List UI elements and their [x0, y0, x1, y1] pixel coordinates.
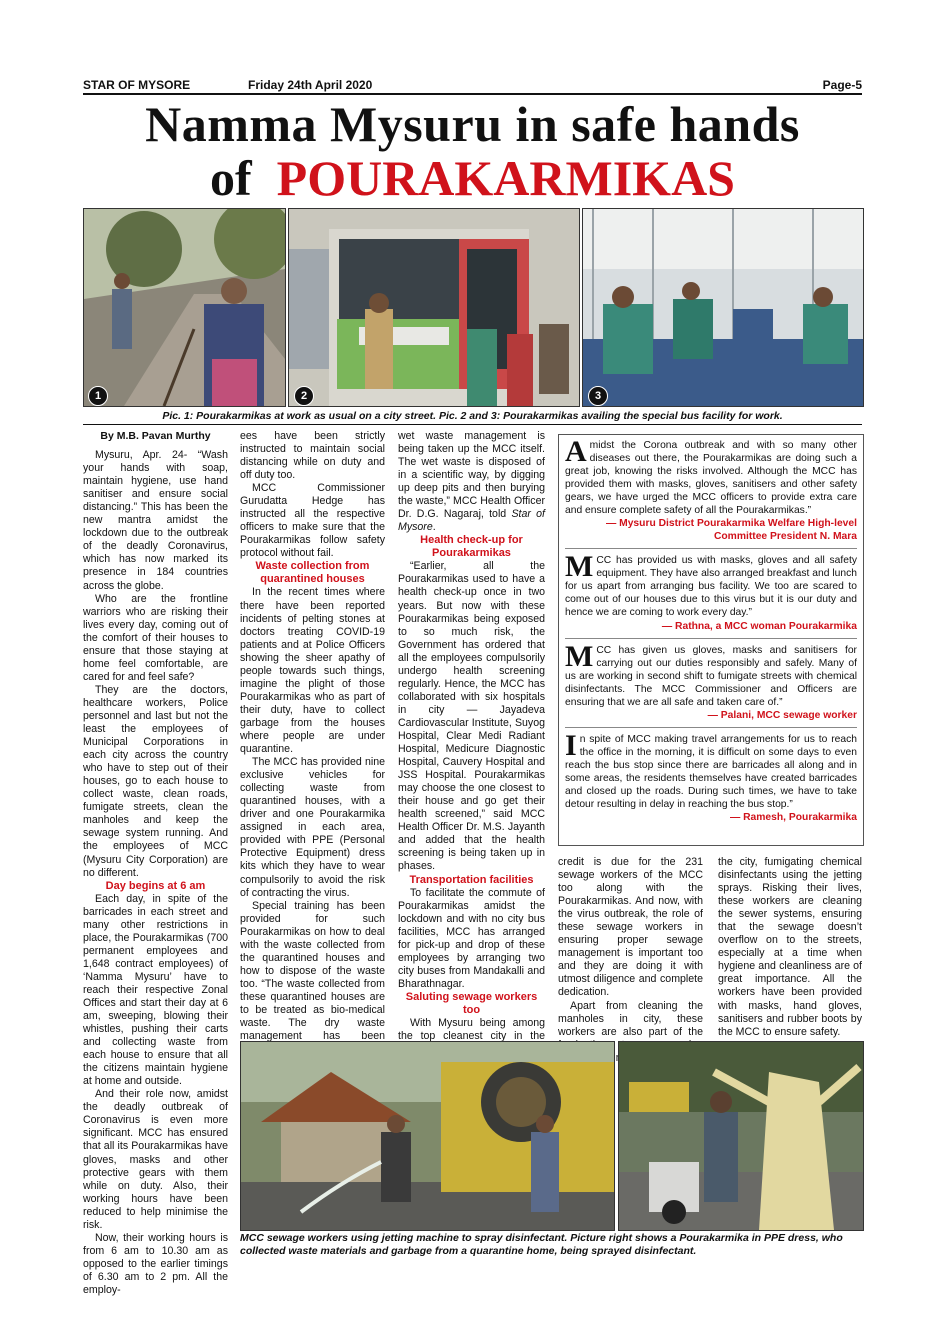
quote-attribution: — Ramesh, Pourakarmika: [729, 812, 857, 824]
paragraph-text: wet waste management is being taken up the MCC itself. The wet waste is disposed of in a scientific way, by digging up deep pits and then burying the waste,” MCC Health Officer Dr. D.G. Nagaraj, told: [398, 430, 545, 521]
headline-prefix: of: [210, 150, 252, 206]
paragraph: Who are the frontline warriors who are risking their lives every day, coming out of the comfort of their houses to ensure that those staying at home feel comfortable, are cared for and feel safe?: [83, 592, 228, 683]
photo-number-badge: 3: [588, 386, 608, 406]
drop-cap: I: [565, 728, 577, 762]
photo-bus-interior: [582, 208, 864, 407]
quote-attribution: — Palani, MCC sewage worker: [707, 709, 857, 721]
paragraph: “Earlier, all the Pourakarmikas used to have a health check-up once in two years. But now with these Pourakarmikas being exposed to so much risk, the Government has ordered that all the employees compulsorily undergo health screening regularly. Hence, the MCC has collaborated with six hospitals in city — Jayadeva Cardiovascular Institute, Suyog Hospital, Clear Medi Radiant Hospital, Medicure Diagnostic Hospital, Cauvery Hospital and JSS Hospital. Pourakarmikas may choose the one closest to their house and go get their health screened,” said MCC Health Officer Dr. M.S. Jayanth and added that the health screening is being taken up in phases.: [398, 560, 545, 873]
article-column-2: [240, 430, 385, 1082]
quote-block: [565, 728, 857, 824]
publication-name: STAR OF MYSORE: [83, 78, 191, 92]
subheading-transportation: Transportation facilities: [409, 873, 534, 886]
quote-divider: [565, 638, 857, 639]
paragraph: Apart from cleaning the manholes in city, these workers are also part of the in: [558, 999, 703, 1064]
bottom-photos-caption: MCC sewage workers using jetting machine to spray disinfectant. Picture right shows a Pourakarmika in PPE dress, who collected waste materials and garbage from a quarantine home, being sprayed disinfectant.: [240, 1232, 843, 1257]
quote-divider: [565, 727, 857, 728]
paragraph: In the recent times where there have been reported incidents of pelting stones at doctors treating COVID-19 patients and at Police Officers showing the sheer apathy of people towards such things, imagine the plight of those Pourakarmikas who as part of their duty, have to collect garbage from the houses where people are under quarantine.: [240, 586, 385, 756]
headline-line-1: Namma Mysuru in safe hands: [145, 96, 800, 152]
paragraph: And their role now, amidst the deadly outbreak of Coronavirus is even more significant. MCC has ensured that all its Pourakarmikas have gloves, masks and other protective gears with them while on duty. Also, their working hours have been reduced to help minimise the risk.: [83, 1088, 228, 1231]
quote-attribution: — Rathna, a MCC woman Pourakarmika: [661, 620, 857, 632]
publication-mention: Star of Mysore: [398, 508, 545, 534]
photo-street-sweeping: [83, 208, 286, 407]
paragraph: Mysuru, Apr. 24- “Wash your hands with soap, maintain hygiene, use hand sanitiser and ensure social distancing.” This has been the new mantra amidst the lockdown due to the outbreak of the deadly Coronavirus, which has now marked its presence in 184 countries across the globe.: [83, 449, 228, 592]
article-column-4: [558, 856, 703, 1065]
paragraph: Special training has been provided for such Pourakarmikas on how to deal with the waste collected from the quarantined houses and how to dispose of the waste too. “The waste collected from these quarantined houses are to be treated as bio-medical waste. The dry waste management has been: [240, 899, 385, 1043]
issue-date: Friday 24th April 2020: [248, 78, 373, 92]
quote-text: n spite of MCC making travel arrangements for us to reach the office in the morning, it is difficult on some days to even reach the bus stop since there are barricades all along and in some areas, the residents themselves have created barricades and closed up the roads. During such times, we have to take detour resulting in delay in reaching the bus stop.”: [565, 733, 857, 810]
paragraph: Now, their working hours is from 6 am to 10.30 am as opposed to the earlier timings of 6.30 am to 2 pm. All the employ-: [83, 1231, 228, 1296]
paragraph: credit is due for the 231 sewage workers of the MCC too along with the Pourakarmikas. And now, with the virus outbreak, the role of these sewage workers in ensuring proper sewage management is important too and they are doing it with utmost diligence and complete dedication.: [558, 856, 703, 999]
paragraph: Each day, in spite of the barricades in each street and many other restrictions in place, the Pourakarmikas (700 permanent employees and 1,648 contract employees) of ‘Namma Mysuru’ have to reach their respective Zonal Offices and start their day at 6 am, sweeping, blowing their whistles, pushing their carts and collecting waste from each house to ensure that all the citizens maintain hygiene at home and outside.: [83, 892, 228, 1088]
caption-rule: [83, 424, 862, 425]
article-column-1: [83, 430, 228, 1297]
photo-ppe-worker-sprayed: [618, 1041, 864, 1231]
quote-block: [565, 550, 857, 632]
header-rule: [83, 93, 862, 95]
paragraph: With Mysuru being among the top cleanest city in the: [398, 1016, 545, 1042]
photo-jetting-machine: [240, 1041, 615, 1231]
photo-number-badge: 1: [88, 386, 108, 406]
subheading-day-begins: Day begins at 6 am: [105, 879, 206, 892]
quote-block: [565, 435, 857, 543]
headline-line-2: [83, 150, 862, 206]
quote-text: CC has given us gloves, masks and sanitisers for carrying out our duties responsibly and safely. Many of us are working in second shift to fumigate streets with chemical disinfectants. The MCC Commissioner and Officers are ensuring that we are all safe and taken care of.”: [565, 644, 857, 708]
photo-bus-boarding: [288, 208, 580, 407]
quote-block: [565, 639, 857, 722]
page-number: Page-5: [822, 78, 862, 92]
quote-attribution: — Mysuru District Pourakarmika Welfare High-level Committee President N. Mara: [605, 518, 857, 543]
paragraph: the city, fumigating chemical disinfectants using the jetting sprays. Risking their lives, these workers are cleaning the sewer systems, ensuring that the sewage doesn’t overflow on to the streets, especially at a time when hygiene and cleanliness are of great importance. All the workers have been provided with masks, hand gloves, sanitisers and rubber boots by the MCC to ensure safety.: [718, 856, 862, 1038]
quote-divider: [565, 548, 857, 549]
drop-cap: A: [565, 435, 587, 468]
byline: By M.B. Pavan Murthy: [100, 430, 211, 442]
subheading-health-checkup: Health check-up for Pourakarmikas: [420, 534, 523, 560]
paragraph: The MCC has provided nine exclusive vehicles for collecting waste from quarantined houses, with a driver and one Pourakarmika assigned in each area, provided with PPE (Personal Protective Equipment) dress kits which they have to wear compulsorily to avoid the risk of contracting the virus.: [240, 756, 385, 899]
quotes-box: [558, 434, 864, 846]
headline-highlight: POURAKARMIKAS: [276, 150, 735, 206]
paragraph: ees have been strictly instructed to maintain social distancing while on duty and off duty too.: [240, 430, 385, 482]
paragraph: To facilitate the commute of Pourakarmikas amidst the lockdown and with no city bus facilities, MCC has arranged for pick-up and drop of these employees by arranging two city buses from Mandakalli and Bharathnagar.: [398, 886, 545, 990]
article-column-3: [398, 430, 545, 1056]
photo-number-badge: 2: [294, 386, 314, 406]
subheading-waste-collection: Waste collection from quarantined houses: [255, 560, 370, 586]
drop-cap: M: [565, 550, 594, 584]
paragraph: MCC Commissioner Gurudatta Hedge has instructed all the respective officers to make sure that the Pourakarmikas follow safety protocol without fail.: [240, 482, 385, 560]
article-column-5: [718, 856, 862, 1039]
quote-text: midst the Corona outbreak and with so many other diseases out there, the Pourakarmikas are doing such a great job, knowing the risks involved. Although the MCC has provided them with masks, gloves, sanitisers and other safety gears, we have urged the MCC officers to provide extra care and ensure complete safety of all the Pourakarmikas.”: [565, 440, 857, 517]
top-photos-caption: Pic. 1: Pourakarmikas at work as usual on a city street. Pic. 2 and 3: Pourakarmikas availing the special bus facility for work.: [162, 410, 783, 422]
drop-cap: M: [565, 639, 594, 673]
paragraph: wet waste management is being taken up the MCC itself. The wet waste is disposed of in a scientific way, by digging up deep pits and then burying the waste,” MCC Health Officer Dr. D.G. Nagaraj, told Star of Mysore.: [398, 430, 545, 534]
quote-text: CC has provided us with masks, gloves and all safety equipment. They have also arranged breakfast and lunch for us apart from arranging bus facility. We too are scared to come out of our houses due to this virus but it is our duty and hence we are coming to work every day.”: [565, 555, 857, 619]
paragraph: They are the doctors, healthcare workers, Police personnel and last but not the least the employees of Municipal Corporations in each city across the country who have to step out of their houses, go to each house to collect waste, clean roads, fumigate streets, clean the manholes and keep the sewage system running. And the employees of MCC (Mysuru City Corporation) are no different.: [83, 683, 228, 879]
subheading-sewage-workers: Saluting sewage workers too: [405, 990, 538, 1016]
